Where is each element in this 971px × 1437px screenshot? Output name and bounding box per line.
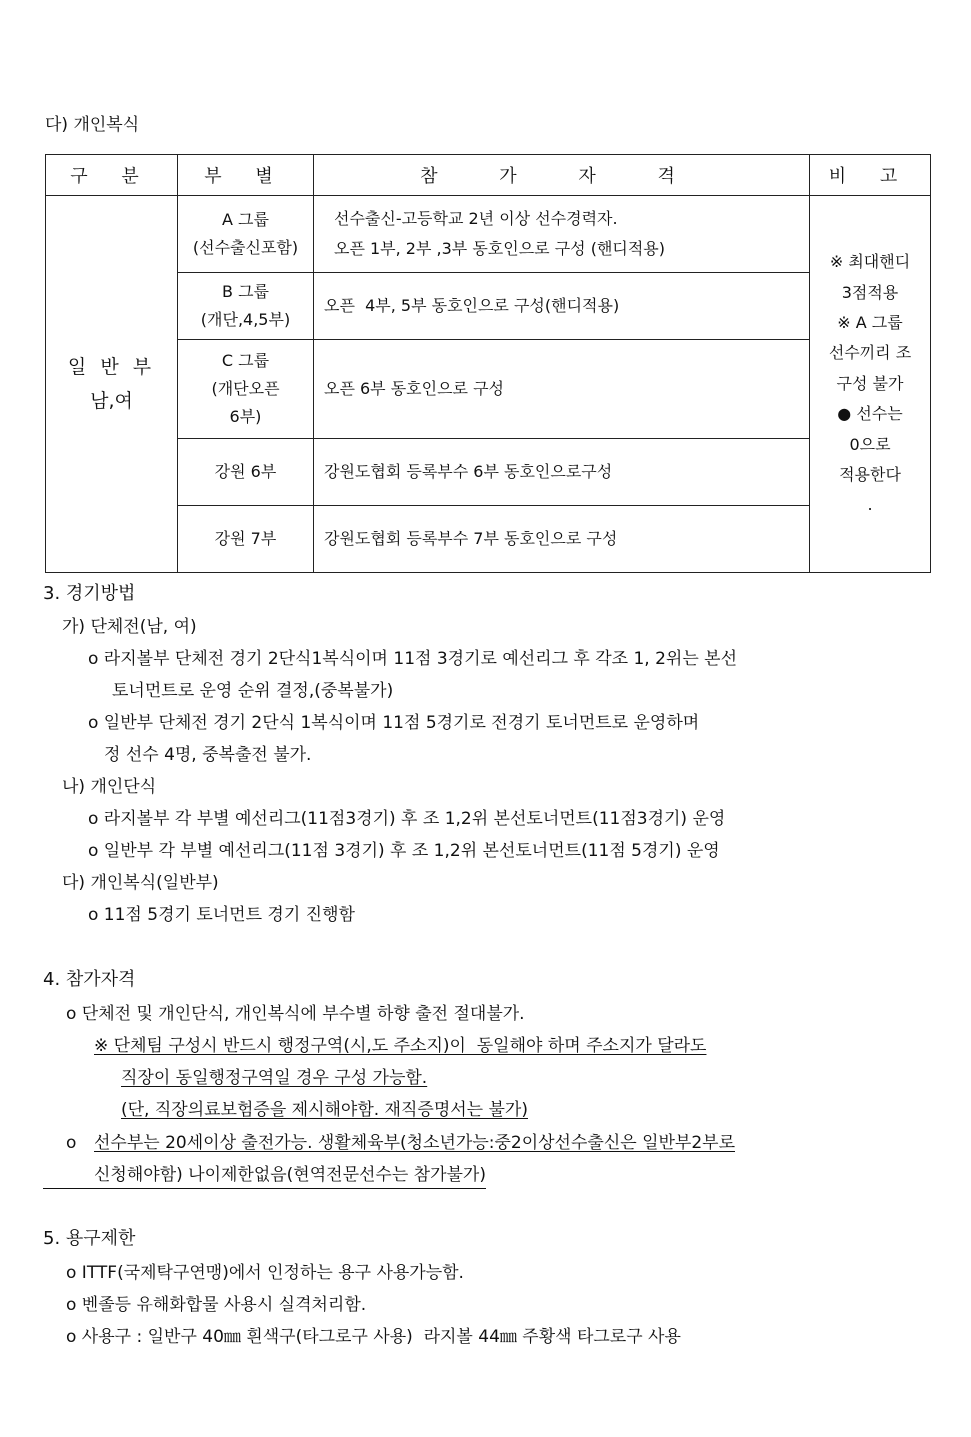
remark-line: 0으로 bbox=[849, 434, 891, 454]
category-line: 일 반 부 bbox=[67, 355, 156, 378]
qualification-line: 강원도협회 등록부수 6부 동호인으로구성 bbox=[324, 462, 613, 482]
subheading-team: 가) 단체전(남, 여) bbox=[62, 617, 197, 637]
division-line: (선수출신포함) bbox=[192, 238, 299, 257]
division-line: C 그룹 bbox=[221, 351, 270, 370]
subheading-doubles: 다) 개인복식(일반부) bbox=[62, 873, 219, 893]
qualification-cell bbox=[314, 196, 810, 273]
qualification-line: 오픈 4부, 5부 동호인으로 구성(핸디적용) bbox=[324, 296, 620, 316]
category-cell bbox=[46, 196, 178, 573]
bullet-continuation: 정 선수 4명, 중복출전 불가. bbox=[104, 745, 312, 765]
header-division: 부 별 bbox=[178, 155, 314, 196]
bullet-item: o 사용구 : 일반구 40㎜ 흰색구(타그로구 사용) 라지볼 44㎜ 주황색 타그로구 사용 bbox=[66, 1327, 681, 1347]
bullet-item: o 라지볼부 단체전 경기 2단식1복식이며 11점 3경기로 예선리그 후 각조 1, 2위는 본선 bbox=[88, 649, 738, 669]
remark-line: 적용한다 bbox=[839, 464, 901, 484]
section-title-doubles: 다) 개인복식 bbox=[45, 115, 140, 135]
header-category: 구 분 bbox=[46, 155, 178, 196]
remark-line: 3점적용 bbox=[841, 282, 899, 302]
bullet-item: o 라지볼부 각 부별 예선리그(11점3경기) 후 조 1,2위 본선토너먼트(11점3경기) 운영 bbox=[88, 809, 726, 829]
note-line: (단, 직장의료보험증을 제시해야함. 재직증명서는 불가) bbox=[121, 1100, 528, 1120]
remark-line: . bbox=[867, 495, 873, 515]
qualification-cell bbox=[314, 273, 810, 340]
bullet-continuation: 토너먼트로 운영 순위 결정,(중복불가) bbox=[112, 681, 394, 701]
heading-equipment: 5. 용구제한 bbox=[43, 1228, 136, 1249]
division-line: (개단,4,5부) bbox=[200, 310, 291, 329]
division-line: A 그룹 bbox=[222, 210, 269, 229]
qualification-line: 오픈 6부 동호인으로 구성 bbox=[324, 379, 504, 399]
table-row bbox=[46, 340, 931, 439]
table-row bbox=[46, 196, 931, 273]
bullet-continuation-text: 신청해야함) 나이제한없음(현역전문선수는 참가불가) bbox=[94, 1165, 486, 1185]
qualification-line: 선수출신-고등학교 2년 이상 선수경력자. bbox=[334, 209, 618, 229]
remark-line: 선수끼리 조 bbox=[828, 343, 912, 363]
bullet-marker: o bbox=[66, 1133, 82, 1153]
bullet-item: o 단체전 및 개인단식, 개인복식에 부수별 하향 출전 절대불가. bbox=[66, 1004, 525, 1024]
bullet-item: o 11점 5경기 토너먼트 경기 진행함 bbox=[88, 905, 355, 925]
remarks-cell bbox=[810, 196, 931, 573]
division-cell bbox=[178, 196, 314, 273]
bullet-item: o 일반부 단체전 경기 2단식 1복식이며 11점 5경기로 전경기 토너먼트로 운영하며 bbox=[88, 713, 700, 733]
category-line: 남,여 bbox=[90, 390, 133, 412]
division-line: 6부) bbox=[229, 407, 262, 426]
header-qualification: 참 가 자 격 bbox=[314, 155, 810, 196]
bullet-item: o ITTF(국제탁구연맹)에서 인정하는 용구 사용가능함. bbox=[66, 1263, 464, 1283]
note-line: ※ 단체팀 구성시 반드시 행정구역(시,도 주소지)이 동일해야 하며 주소지가 달라도 bbox=[94, 1036, 707, 1056]
division-cell bbox=[178, 273, 314, 340]
subheading-singles: 나) 개인단식 bbox=[62, 777, 157, 797]
bullet-item: o 벤졸등 유해화합물 사용시 실격처리함. bbox=[66, 1295, 367, 1315]
remark-line: ※ 최대핸디 bbox=[829, 252, 911, 272]
division-line: (개단오픈 bbox=[211, 379, 280, 398]
table-row bbox=[46, 273, 931, 340]
heading-eligibility: 4. 참가자격 bbox=[43, 969, 136, 990]
header-remarks: 비 고 bbox=[810, 155, 931, 196]
bullet-item: o 일반부 각 부별 예선리그(11점 3경기) 후 조 1,2위 본선토너먼트(11점 5경기) 운영 bbox=[88, 841, 720, 861]
table-header-row bbox=[46, 155, 931, 196]
heading-match-method: 3. 경기방법 bbox=[43, 583, 136, 604]
note-line: 직장이 동일행정구역일 경우 구성 가능함. bbox=[121, 1068, 428, 1088]
qualification-cell bbox=[314, 506, 810, 573]
qualification-line: 오픈 1부, 2부 ,3부 동호인으로 구성 (핸디적용) bbox=[334, 239, 666, 258]
division-cell bbox=[178, 439, 314, 506]
remark-line: 구성 불가 bbox=[836, 373, 904, 393]
qualification-cell bbox=[314, 340, 810, 439]
table-row bbox=[46, 439, 931, 506]
division-cell bbox=[178, 340, 314, 439]
division-line: 강원 7부 bbox=[214, 529, 277, 548]
remark-line: ※ A 그룹 bbox=[837, 313, 903, 333]
qualification-cell bbox=[314, 439, 810, 506]
division-line: 강원 6부 bbox=[214, 462, 277, 481]
table-row bbox=[46, 506, 931, 573]
bullet-continuation-underlined bbox=[43, 1167, 486, 1189]
qualification-line: 강원도협회 등록부수 7부 동호인으로 구성 bbox=[324, 529, 618, 549]
division-line: B 그룹 bbox=[222, 282, 269, 301]
doubles-eligibility-table bbox=[45, 154, 931, 573]
division-cell bbox=[178, 506, 314, 573]
bullet-item: 선수부는 20세이상 출전가능. 생활체육부(청소년가능:중2이상선수출신은 일반부2부로 bbox=[94, 1133, 735, 1153]
remark-line: ● 선수는 bbox=[837, 404, 903, 424]
